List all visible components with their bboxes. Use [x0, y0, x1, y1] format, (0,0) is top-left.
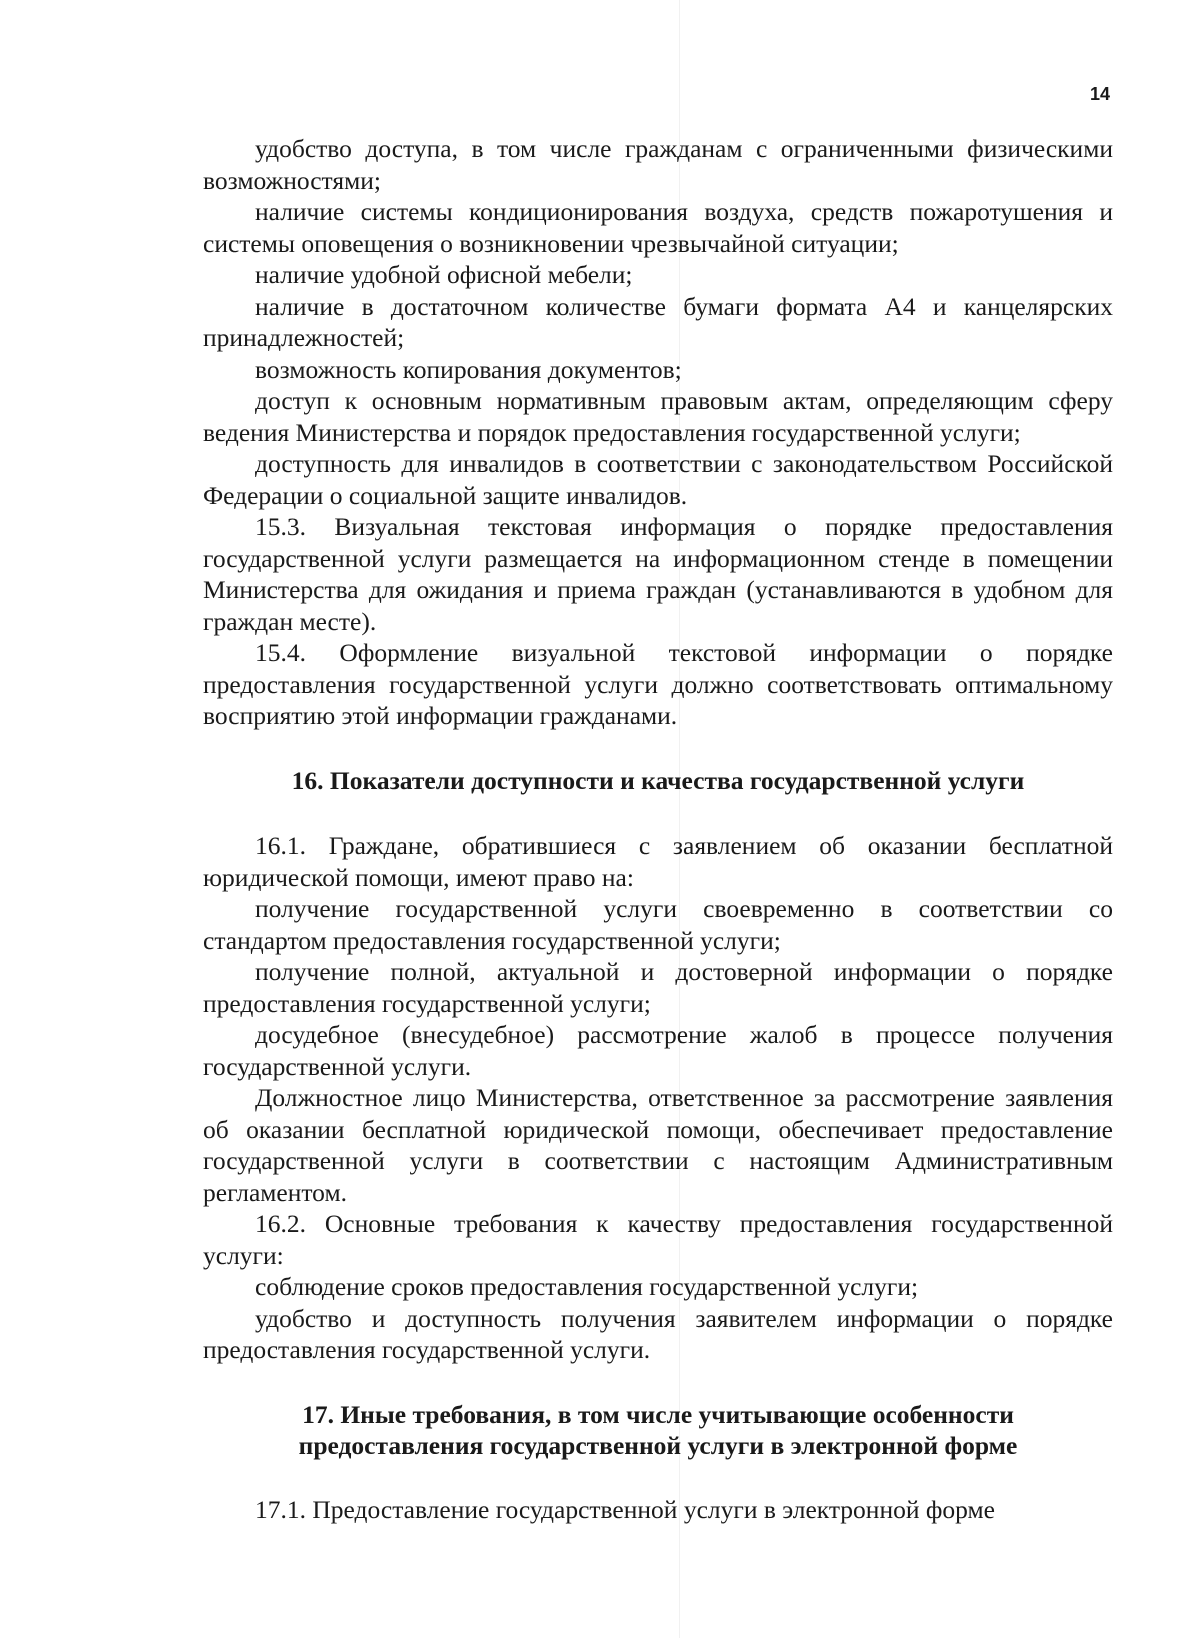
paragraph: наличие удобной офисной мебели;: [255, 260, 633, 289]
section-heading-17: [203, 1399, 1113, 1462]
paragraph: получение полной, актуальной и достоверной информации о порядке предоставления государственной услуги;: [203, 957, 1113, 1018]
section-heading-16: 16. Показатели доступности и качества государственной услуги: [291, 765, 1025, 795]
paragraph: удобство доступа, в том числе гражданам с ограниченными физическими возможностями;: [203, 134, 1113, 195]
paragraph: наличие системы кондиционирования воздуха, средств пожаротушения и системы оповещения о возникновении чрезвычайной ситуации;: [203, 197, 1113, 258]
paragraph: досудебное (внесудебное) рассмотрение жалоб в процессе получения государственной услуги.: [203, 1020, 1113, 1081]
paragraph: доступность для инвалидов в соответствии с законодательством Российской Федерации о социальной защите инвалидов.: [203, 449, 1113, 510]
paragraph: возможность копирования документов;: [255, 354, 682, 384]
paragraph: доступ к основным нормативным правовым актам, определяющим сферу ведения Министерства и порядок предоставления государственной услуги;: [203, 386, 1113, 447]
paragraph: удобство и доступность получения заявителем информации о порядке предоставления государственной услуги.: [203, 1303, 1113, 1364]
paragraph: соблюдение сроков предоставления государственной услуги;: [255, 1272, 919, 1301]
page-number: 14: [1089, 84, 1110, 104]
paragraph: наличие в достаточном количестве бумаги формата А4 и канцелярских принадлежностей;: [203, 291, 1113, 352]
paragraph-16-1: 16.1. Граждане, обратившиеся с заявлением об оказании бесплатной юридической помощи, имеют право на:: [203, 831, 1113, 892]
paragraph-16-2: 16.2. Основные требования к качеству предоставления государственной услуги:: [203, 1209, 1113, 1270]
paragraph: Должностное лицо Министерства, ответственное за рассмотрение заявления об оказании бесплатной юридической помощи, обеспечивает предоставление государственной услуги в соответствии с настоящим Административным регламентом.: [203, 1083, 1113, 1207]
document-body: [203, 133, 1113, 1525]
paragraph-15-4: 15.4. Оформление визуальной текстовой информации о порядке предоставления государственной услуги должно соответствовать оптимальному восприятию этой информации гражданами.: [203, 638, 1113, 730]
paragraph: получение государственной услуги своевременно в соответствии со стандартом предоставления государственной услуги;: [203, 894, 1113, 955]
section-heading-17-line1: 17. Иные требования, в том числе учитывающие особенности: [302, 1399, 1014, 1429]
section-heading-17-line2: предоставления государственной услуги в электронной форме: [298, 1431, 1018, 1460]
paragraph-15-3: 15.3. Визуальная текстовая информация о порядке предоставления государственной услуги размещается на информационном стенде в помещении Министерства для ожидания и приема граждан (устанавливаются в удобном для граждан месте).: [203, 512, 1113, 636]
paragraph-17-1: 17.1. Предоставление государственной услуги в электронной форме: [255, 1494, 995, 1524]
